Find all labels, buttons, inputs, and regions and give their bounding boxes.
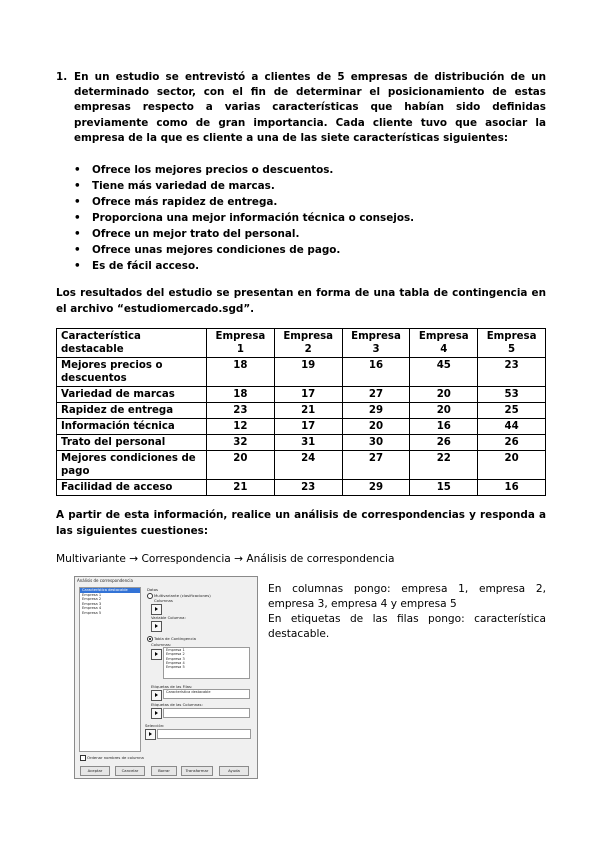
sort-columns-label: Ordenar nombres de columna	[87, 755, 144, 760]
list-item: • Tiene más variedad de marcas.	[74, 180, 275, 192]
list-item: Empresa 5	[166, 665, 185, 670]
table-cell: 30	[342, 435, 410, 451]
table-cell: 27	[342, 387, 410, 403]
list-item: Empresa 2	[166, 652, 185, 657]
contingency-table-label: Tabla de Contingencia	[154, 636, 196, 641]
table-cell: 53	[478, 387, 546, 403]
table-header-row	[57, 329, 546, 358]
list-item[interactable]: Empresa 4	[82, 606, 102, 610]
table-cell: 19	[274, 358, 342, 387]
table-header: Empresa 5	[478, 329, 546, 358]
table-cell: 12	[207, 419, 275, 435]
table-cell: 20	[410, 387, 478, 403]
selection-field[interactable]	[157, 729, 251, 739]
variables-list[interactable]	[79, 587, 141, 752]
list-item: • Ofrece más rapidez de entrega.	[74, 196, 278, 208]
table-cell: 26	[410, 435, 478, 451]
question-text: En un estudio se entrevistó a clientes de 5 empresas de distribución de un determinado sector, con el fin de determinar el posicionamiento de estas empresas respecto a varias características que habían sido definidas previamente como de gran importancia. Cada cliente tuvo que asociar la empresa de la que es cliente a una de las siete características siguientes:	[74, 71, 546, 144]
table-cell: 23	[478, 358, 546, 387]
arrow-right-icon[interactable]	[151, 649, 162, 660]
question-number: 1.	[56, 71, 68, 83]
table-row	[57, 358, 546, 387]
table-cell: 26	[478, 435, 546, 451]
list-item: • Proporciona una mejor información técnica o consejos.	[74, 212, 415, 224]
table-cell: 18	[207, 387, 275, 403]
dialog-title: Análisis de correspondencia	[77, 578, 133, 583]
table-cell: 17	[274, 419, 342, 435]
list-item: • Ofrece los mejores precios o descuentos.	[74, 164, 334, 176]
table-cell: 29	[342, 403, 410, 419]
table-cell: 18	[207, 358, 275, 387]
table-cell: 20	[478, 451, 546, 480]
table-cell: 20	[410, 403, 478, 419]
table-cell: Información técnica	[57, 419, 207, 435]
list-item: Empresa 3	[166, 656, 185, 661]
table-cell: 21	[207, 480, 275, 496]
table-cell: 15	[410, 480, 478, 496]
table-cell: 20	[342, 419, 410, 435]
table-cell: 20	[207, 451, 275, 480]
table-row	[57, 451, 546, 480]
instruction-paragraph: A partir de esta información, realice un análisis de correspondencias y responda a las siguientes cuestiones:	[56, 509, 546, 537]
table-cell: 25	[478, 403, 546, 419]
table-cell: 24	[274, 451, 342, 480]
clear-button[interactable]: Borrar	[151, 766, 177, 776]
table-cell: 16	[410, 419, 478, 435]
bullet-icon: •	[74, 260, 81, 272]
side-notes	[268, 582, 546, 642]
table-cell: Rapidez de entrega	[57, 403, 207, 419]
contingency-table	[56, 328, 546, 496]
question-block	[56, 70, 546, 146]
note-columns: En columnas pongo: empresa 1, empresa 2, empresa 3, empresa 4 y empresa 5	[268, 583, 546, 610]
table-cell: 45	[410, 358, 478, 387]
cancel-button[interactable]: Cancelar	[115, 766, 145, 776]
correspondence-dialog	[74, 576, 258, 779]
accept-button[interactable]: Aceptar	[80, 766, 110, 776]
table-header: Empresa 4	[410, 329, 478, 358]
table-cell: 22	[410, 451, 478, 480]
table-cell: Trato del personal	[57, 435, 207, 451]
results-paragraph: Los resultados del estudio se presentan en forma de una tabla de contingencia en el archivo “estudiomercado.sgd”.	[56, 287, 546, 315]
arrow-right-icon[interactable]	[151, 690, 162, 701]
list-item[interactable]: Empresa 2	[82, 597, 102, 601]
list-item: • Es de fácil acceso.	[74, 260, 200, 272]
column-variable-label: Variable Columna:	[151, 615, 186, 620]
table-cell: 16	[342, 358, 410, 387]
columns-sub-label: Columnas	[154, 598, 173, 603]
menu-path: Multivariante → Correspondencia → Análisis de correspondencia	[56, 553, 395, 565]
table-cell: 29	[342, 480, 410, 496]
columns-label: Columnas:	[151, 642, 172, 647]
list-item: • Ofrece un mejor trato del personal.	[74, 228, 300, 240]
table-header: Empresa 3	[342, 329, 410, 358]
table-row	[57, 403, 546, 419]
table-cell: Facilidad de acceso	[57, 480, 207, 496]
list-item[interactable]: Empresa 1	[82, 592, 102, 597]
list-item: Empresa 4	[166, 660, 185, 665]
data-group-label: Datos	[147, 587, 159, 592]
list-item[interactable]: Característica destacable	[80, 588, 140, 593]
bullet-icon: •	[74, 244, 81, 256]
list-item: Empresa 1	[166, 648, 185, 652]
table-row	[57, 387, 546, 403]
list-item: • Ofrece unas mejores condiciones de pago.	[74, 244, 341, 256]
arrow-right-icon[interactable]	[151, 604, 162, 615]
selection-label: Selección:	[145, 723, 165, 728]
bullet-icon: •	[74, 212, 81, 224]
table-header: Empresa 2	[274, 329, 342, 358]
row-labels-field[interactable]: Característica destacable	[163, 689, 250, 699]
column-labels-label: Etiquetas de las Columnas:	[151, 702, 203, 707]
columns-listbox[interactable]	[163, 647, 250, 679]
table-row	[57, 480, 546, 496]
table-cell: 23	[274, 480, 342, 496]
column-labels-field[interactable]	[163, 708, 250, 718]
table-cell: 16	[478, 480, 546, 496]
table-cell: 31	[274, 435, 342, 451]
note-row-labels: En etiquetas de las filas pongo: característica destacable.	[268, 613, 546, 640]
arrow-right-icon[interactable]	[151, 708, 162, 719]
row-labels-label: Etiquetas de las Filas:	[151, 684, 193, 689]
characteristics-list	[74, 162, 544, 274]
table-cell: 17	[274, 387, 342, 403]
list-item[interactable]: Empresa 3	[82, 601, 102, 606]
multivariate-radio[interactable]	[147, 593, 153, 599]
bullet-icon: •	[74, 228, 81, 240]
table-header: Característica destacable	[57, 329, 207, 358]
bullet-icon: •	[74, 196, 81, 208]
table-cell: 32	[207, 435, 275, 451]
table-cell: Variedad de marcas	[57, 387, 207, 403]
multivariate-label: Multivariante (clasificaciones)	[154, 593, 211, 598]
table-cell: Mejores precios o descuentos	[57, 358, 207, 387]
sort-columns-checkbox[interactable]	[80, 755, 86, 761]
transform-button[interactable]: Transformar	[181, 766, 213, 776]
table-header: Empresa 1	[207, 329, 275, 358]
table-cell: 23	[207, 403, 275, 419]
table-row	[57, 435, 546, 451]
table-cell: 27	[342, 451, 410, 480]
arrow-right-icon[interactable]	[151, 621, 162, 632]
bullet-icon: •	[74, 180, 81, 192]
table-cell: 44	[478, 419, 546, 435]
arrow-right-icon[interactable]	[145, 729, 156, 740]
table-cell: 21	[274, 403, 342, 419]
table-row	[57, 419, 546, 435]
bullet-icon: •	[74, 164, 81, 176]
table-cell: Mejores condiciones de pago	[57, 451, 207, 480]
list-item[interactable]: Empresa 5	[82, 610, 102, 615]
help-button[interactable]: Ayuda	[219, 766, 249, 776]
